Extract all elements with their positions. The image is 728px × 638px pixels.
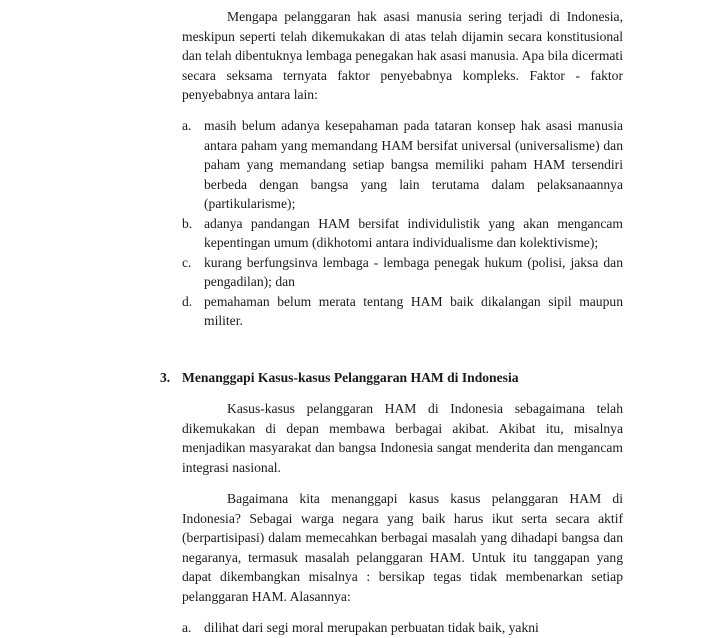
list-item — [182, 116, 623, 214]
section-number: 3. — [160, 370, 171, 385]
list-marker: b. — [182, 215, 193, 231]
list-item — [182, 253, 623, 292]
list-item — [182, 214, 623, 253]
list-item-text: kurang berfungsinva lembaga - lembaga penegak hukum (polisi, jaksa dan pengadilan); dan — [204, 254, 623, 289]
list-marker: a. — [182, 620, 192, 635]
list-item-text: adanya pandangan HAM bersifat individulistik yang akan mengancam kepentingan umum (dikhotomi antara individualisme dan kolektivisme); — [204, 215, 623, 250]
factors-list — [182, 116, 623, 331]
section-title: Menanggapi Kasus-kasus Pelanggaran HAM di Indonesia — [182, 370, 519, 385]
reasons-list — [182, 618, 623, 638]
list-marker: d. — [182, 293, 193, 309]
section-heading — [160, 368, 519, 388]
list-item — [182, 618, 623, 638]
intro-paragraph: Mengapa pelanggaran hak asasi manusia sering terjadi di Indonesia, meskipun seperti telah dikemukakan di atas telah dijamin secara konstitusional dan telah dibentuknya lembaga penegakan hak asasi manusia. Apa bila dicermati secara seksama ternyata faktor penyebabnya kompleks. Faktor - faktor penyebabnya antara lain: — [182, 9, 623, 102]
list-marker: a. — [182, 118, 192, 133]
section-paragraph-2: Bagaimana kita menanggapi kasus kasus pelanggaran HAM di Indonesia? Sebagai warga negara yang baik harus ikut serta secara aktif (berpartisipasi) dalam memecahkan berbagai masalah yang dihadapi bangsa dan negaranya, termasuk masalah pelanggaran HAM. Untuk itu tanggapan yang dapat dikembangkan misalnya : bersikap tegas tidak membenarkan setiap pelanggaran HAM. Alasannya: — [182, 491, 623, 604]
list-item-text: dilihat dari segi moral merupakan perbuatan tidak baik, yakni — [204, 620, 539, 635]
section-paragraph-1: Kasus-kasus pelanggaran HAM di Indonesia sebagaimana telah dikemukakan di depan membawa berbagai akibat. Akibat itu, misalnya menjadikan masyarakat dan bangsa Indonesia sangat menderita dan mengancam integrasi nasional. — [182, 401, 623, 475]
list-item-text: pemahaman belum merata tentang HAM baik dikalangan sipil maupun militer. — [204, 293, 623, 328]
list-item — [182, 292, 623, 331]
list-item-text: masih belum adanya kesepahaman pada tataran konsep hak asasi manusia antara paham yang memandang HAM bersifat universal (universalisme) dan paham yang memandang setiap bangsa memiliki paham HAM tersendiri berbeda dengan bangsa yang lain terutama dalam pelaksanaannya (partikularisme); — [204, 118, 623, 211]
list-marker: c. — [182, 254, 192, 270]
